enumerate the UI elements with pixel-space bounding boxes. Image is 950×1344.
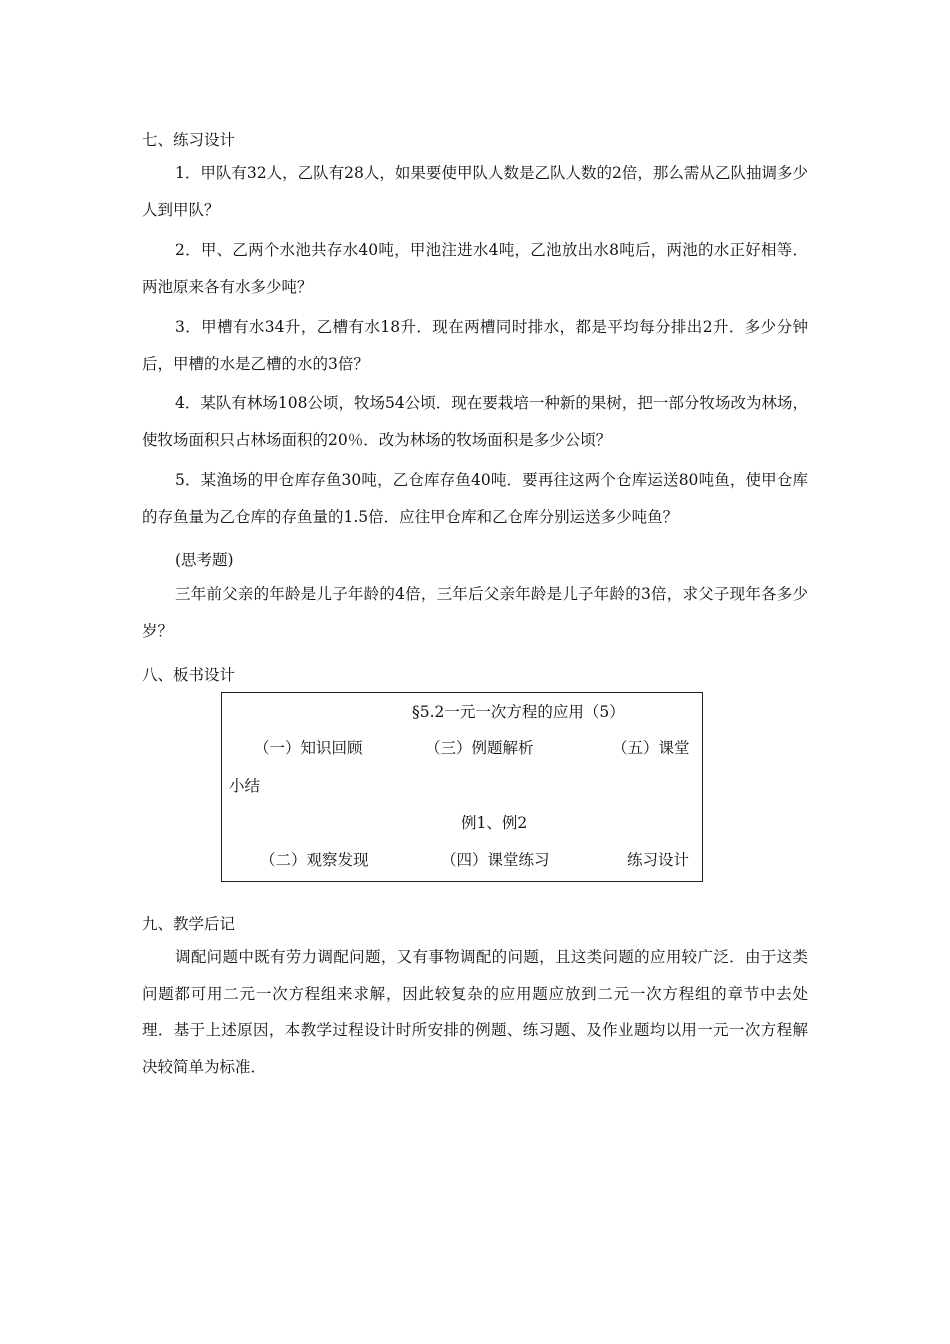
exercise-3: 3．甲槽有水34升，乙槽有水18升．现在两槽同时排水，都是平均每分排出2升．多少分钟后，甲槽的水是乙槽的水的3倍？: [142, 318, 808, 373]
board-item-class-practice: （四）课堂练习: [441, 851, 550, 869]
exercise-2: 2．甲、乙两个水池共存水40吨，甲池注进水4吨，乙池放出水8吨后，两池的水正好相等．两池原来各有水多少吨？: [142, 241, 808, 296]
teaching-reflection: 调配问题中既有劳力调配问题，又有事物调配的问题，且这类问题的应用较广泛．由于这类问题都可用二元一次方程组来求解，因此较复杂的应用题应放到二元一次方程组的章节中去处理．基于上述原因，本教学过程设计时所安排的例题、练习题、及作业题均以用一元一次方程解决较简单为标准．: [142, 948, 808, 1076]
board-examples: 例1、例2: [461, 814, 528, 832]
board-item-knowledge-review: （一）知识回顾: [254, 739, 363, 757]
board-item-observation: （二）观察发现: [260, 851, 369, 869]
board-item-summary-continued: 小结: [229, 777, 261, 795]
board-item-summary: （五）课堂: [612, 739, 690, 757]
exercise-1: 1．甲队有32人，乙队有28人，如果要使甲队人数是乙队人数的2倍，那么需从乙队抽调多少人到甲队？: [142, 164, 808, 219]
board-title: §5.2一元一次方程的应用（5）: [412, 703, 625, 721]
board-item-example-analysis: （三）例题解析: [425, 739, 534, 757]
section-9-heading: 九、教学后记: [142, 915, 236, 933]
section-7-heading: 七、练习设计: [142, 131, 236, 149]
exercise-5: 5．某渔场的甲仓库存鱼30吨，乙仓库存鱼40吨．要再往这两个仓库运送80吨鱼，使甲仓库的存鱼量为乙仓库的存鱼量的1.5倍．应往甲仓库和乙仓库分别运送多少吨鱼？: [142, 471, 808, 526]
section-8-heading: 八、板书设计: [142, 666, 236, 684]
board-item-exercise-design: 练习设计: [627, 851, 690, 869]
thinking-question-label: (思考题): [175, 551, 234, 569]
thinking-question: 三年前父亲的年龄是儿子年龄的4倍，三年后父亲年龄是儿子年龄的3倍，求父子现年各多少岁？: [142, 585, 808, 640]
blackboard-design-box: [221, 692, 703, 882]
exercise-4: 4．某队有林场108公顷，牧场54公顷．现在要栽培一种新的果树，把一部分牧场改为林场，使牧场面积只占林场面积的20％．改为林场的牧场面积是多少公顷？: [142, 394, 808, 449]
